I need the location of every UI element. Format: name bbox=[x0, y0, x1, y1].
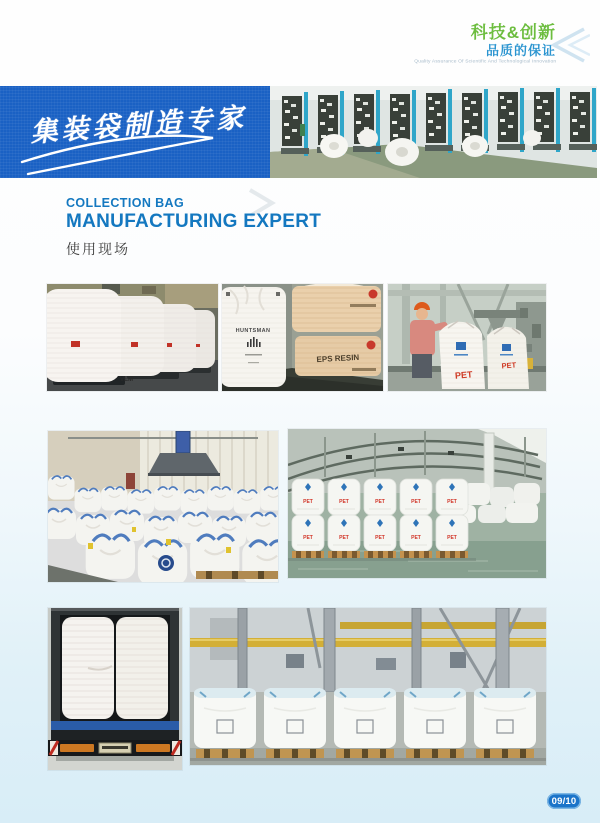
slogan-english-tagline: Quality Assurance Of Scientific And Technological Innovation bbox=[413, 59, 556, 65]
slogan-tech-innovation: 科技&创新 bbox=[470, 23, 556, 42]
photo-warehouse-blue-strap-bags bbox=[48, 431, 278, 582]
photo-outdoor-bags-pallets bbox=[190, 608, 546, 765]
slogan-quality-guarantee: 品质的保证 bbox=[485, 42, 556, 58]
page-title: MANUFACTURING EXPERT bbox=[66, 211, 322, 232]
section-heading bbox=[66, 196, 321, 259]
photo-worker-filling-bags bbox=[388, 284, 546, 391]
heading-subtitle-cn: 使用现场 bbox=[66, 241, 130, 257]
svg-text:EPS RESIN: EPS RESIN bbox=[316, 352, 360, 365]
svg-text:VEM: VEM bbox=[120, 377, 134, 383]
svg-text:PET: PET bbox=[501, 360, 517, 371]
photo-pet-bag-stacks-warehouse bbox=[288, 429, 546, 578]
header-band bbox=[0, 86, 600, 178]
svg-text:PET: PET bbox=[454, 369, 473, 381]
banner-calligraphy-title: 集装袋制造专家 bbox=[29, 102, 249, 149]
photo-huntsman-eps-bags bbox=[222, 284, 383, 391]
chevron-left-icon bbox=[536, 24, 590, 66]
company-slogan-block bbox=[383, 24, 556, 66]
photo-truck-loaded-bags bbox=[48, 608, 182, 770]
photo-factory-machines bbox=[270, 86, 597, 178]
photo-white-bags-row bbox=[47, 284, 218, 391]
page-number: 09/10 bbox=[551, 795, 577, 807]
page-number-badge bbox=[547, 793, 581, 809]
svg-text:HUNTSMAN: HUNTSMAN bbox=[235, 328, 271, 334]
heading-kicker: COLLECTION BAG bbox=[66, 196, 185, 210]
blue-banner bbox=[0, 86, 270, 178]
